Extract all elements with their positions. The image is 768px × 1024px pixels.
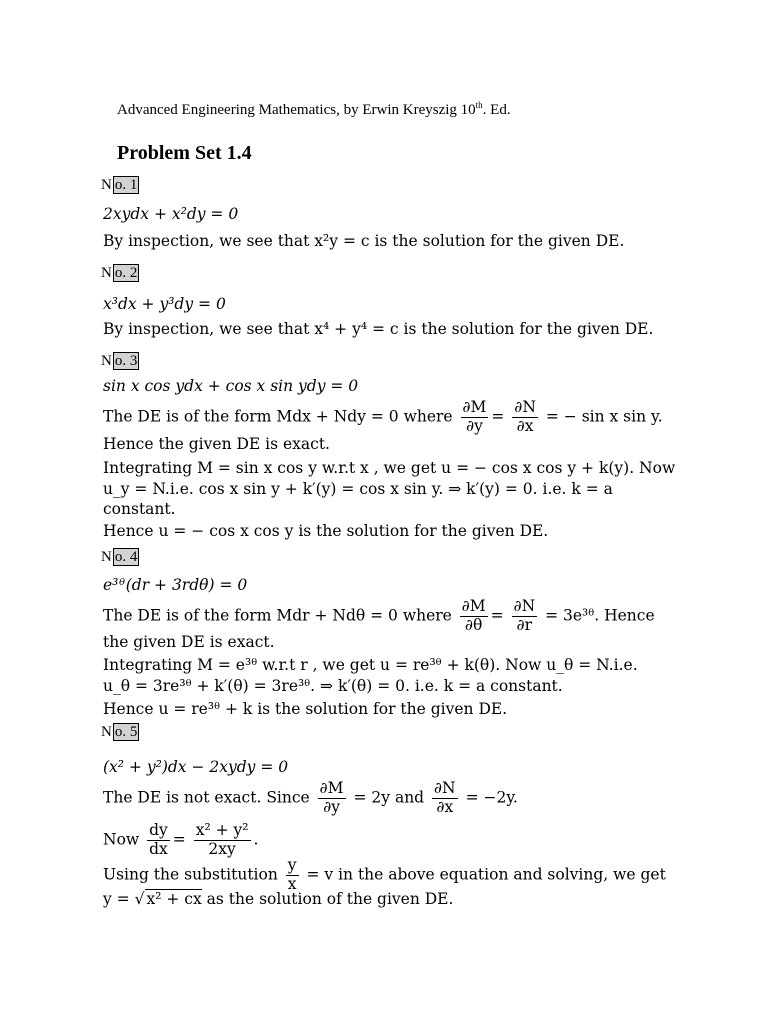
problem-4-line: Integrating M = e³ᶿ w.r.t r , we get u = re³ᶿ + k(θ). Now u_θ = N.i.e. <box>103 656 638 674</box>
problem-5-equation: (x² + y²)dx − 2xydy = 0 <box>103 758 289 776</box>
fraction: $\frac{\partial N}{\partial x}$ <box>514 398 536 435</box>
problem-3-line: u_y = N.i.e. cos x sin y + k′(y) = cos x sin y. ⇒ k′(y) = 0. i.e. k = a <box>103 480 613 498</box>
problem-2-solution: By inspection, we see that x⁴ + y⁴ = c is the solution for the given DE. <box>103 320 654 338</box>
problem-4-equation: e³ᶿ(dr + 3rdθ) = 0 <box>103 576 248 594</box>
problem-3-equation: sin x cos ydx + cos x sin ydy = 0 <box>103 377 359 395</box>
problem-3-line: constant. <box>103 500 176 518</box>
fraction: $\frac{\partial M}{\partial y}$ <box>319 779 344 816</box>
problem-3-line: Integrating M = sin x cos y w.r.t x , we get u = − cos x cos y + k(y). Now <box>103 459 676 477</box>
fraction: $\frac{\text{x² + y²}}{2xy}$ <box>195 821 249 858</box>
problem-3-solution: Hence u = − cos x cos y is the solution for the given DE. <box>103 522 549 540</box>
problem-5-now: Now $\frac{dy}{dx}$ = $\frac{\text{x² + y²}}{2xy}$ . <box>103 821 259 858</box>
problem-label-2: N o. 2 <box>101 265 138 281</box>
problem-4-line: the given DE is exact. <box>103 633 275 651</box>
problem-4-exact-check: The DE is of the form Mdr + Ndθ = 0 where $\frac{\partial M}{\partial\theta}$ = $\frac{\partial N}{\partial r}$ = 3e³ᶿ. Hence <box>103 597 655 634</box>
problem-label-3: N o. 3 <box>101 353 138 369</box>
fraction: $\frac{\partial M}{\partial\theta}$ <box>461 597 486 634</box>
problem-3-line: Hence the given DE is exact. <box>103 435 330 453</box>
problem-label-5: N o. 5 <box>101 724 138 740</box>
fraction: $\frac{y}{x}$ <box>287 856 297 893</box>
problem-1-equation: 2xydx + x²dy = 0 <box>103 205 239 223</box>
fraction: $\frac{dy}{dx}$ <box>149 821 168 858</box>
problem-label-1: N o. 1 <box>101 177 138 193</box>
problem-3-exact-check: The DE is of the form Mdx + Ndy = 0 where $\frac{\partial M}{\partial y}$ = $\frac{\partial N}{\partial x}$ = − sin x sin y. <box>103 398 663 435</box>
problem-5-substitution: Using the substitution $\frac{y}{x}$ = v in the above equation and solving, we get <box>103 856 666 893</box>
problem-label-4: N o. 4 <box>101 549 138 565</box>
problem-1-solution: By inspection, we see that x²y = c is the solution for the given DE. <box>103 232 625 250</box>
problem-4-line: u_θ = 3re³ᶿ + k′(θ) = 3re³ᶿ. ⇒ k′(θ) = 0. i.e. k = a constant. <box>103 677 563 695</box>
problem-4-solution: Hence u = re³ᶿ + k is the solution for the given DE. <box>103 700 508 718</box>
problem-5-exact-check: The DE is not exact. Since $\frac{\partial M}{\partial y}$ = 2y and $\frac{\partial N}{\partial x}$ = −2y. <box>103 779 518 816</box>
fraction: $\frac{\partial N}{\partial r}$ <box>513 597 536 634</box>
book-reference: Advanced Engineering Mathematics, by Erwin Kreyszig 10th. Ed. <box>117 100 511 118</box>
page-title: Problem Set 1.4 <box>117 142 252 164</box>
fraction: $\frac{\partial N}{\partial x}$ <box>434 779 456 816</box>
problem-5-solution: y = √ x² + cx as the solution of the given DE. <box>103 890 454 908</box>
problem-2-equation: x³dx + y³dy = 0 <box>103 295 226 313</box>
fraction: $\frac{\partial M}{\partial y}$ <box>462 398 487 435</box>
